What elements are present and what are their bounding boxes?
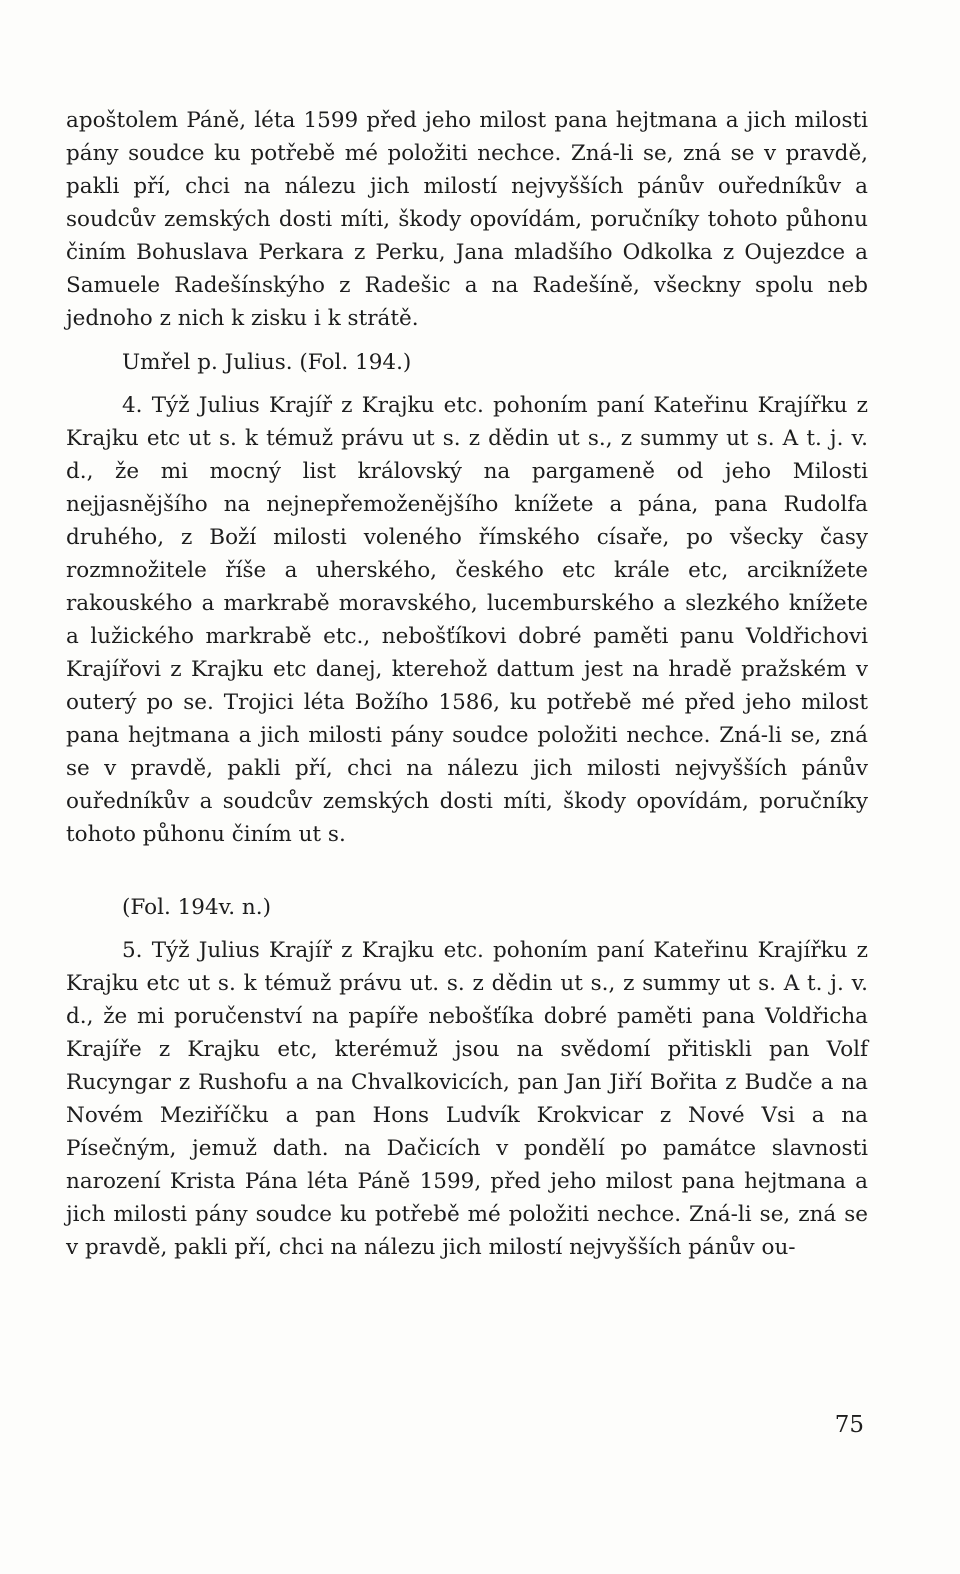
folio-reference: Umřel p. Julius. (Fol. 194.) (122, 350, 412, 375)
paragraph-entry-4: 4. Týž Julius Krajíř z Krajku etc. pohoním paní Kateřinu Krajířku z Krajku etc ut s. k témuž právu ut s. z dědin ut s., z summy ut s. A t. j. v. d., že mi mocný list královský na pargameně od jeho Milosti nejjasnějšího na nejnepřemoženějšího knížete a pána, pana Rudolfa druhého, z Boží milosti voleného římského císaře, po všecky časy rozmnožitele říše a uherského, českého etc krále etc, arciknížete rakouského a markrabě moravského, lucemburského a slezkého knížete a lužického markrabě etc., nebošťíkovi dobré paměti panu Voldřichovi Krajířovi z Krajku etc danej, kterehož dattum jest na hradě pražském v outerý po se. Trojici léta Božího 1586, ku potřebě mé před jeho milost pana hejtmana a jich milosti pány soudce položiti nechce. Zná-li se, zná se v pravdě, pakli pří, chci na nálezu jich milosti nejvyšších pánův ouředníkův a soudcův zemských dosti míti, škody opovídám, poručníky tohoto půhonu činím ut s. (66, 393, 868, 847)
body-text (66, 104, 868, 1264)
paragraph-continuation: apoštolem Páně, léta 1599 před jeho milost pana hejtmana a jich milosti pány soudce ku potřebě mé položiti nechce. Zná-li se, zná se v pravdě, pakli pří, chci na nálezu jich milostí nejvyšších pánův ouředníkův a soudcův zemských dosti míti, škody opovídám, poručníky tohoto půhonu činím Bohuslava Perkara z Perku, Jana mladšího Odkolka z Oujezdce a Samuele Radešínskýho z Radešic a na Radešíně, všeckny spolu neb jednoho z nich k zisku i k strátě. (66, 108, 868, 331)
page-number: 75 (834, 1412, 864, 1438)
folio-reference: (Fol. 194v. n.) (122, 895, 271, 920)
paragraph-entry-5: 5. Týž Julius Krajíř z Krajku etc. pohoním paní Kateřinu Krajířku z Krajku etc ut s. k témuž právu ut. s. z dědin ut s., z summy ut s. A t. j. v. d., že mi poručenství na papíře nebošťíka dobré paměti pana Voldřicha Krajíře z Krajku etc, kterémuž jsou na svědomí přitiskli pan Volf Rucyngar z Rushofu a na Chvalkovicích, pan Jan Jiří Bořita z Budče a na Novém Meziříčku a pan Hons Ludvík Krokvicar z Nové Vsi a na Písečným, jemuž dath. na Dačicích v pondělí po památce slavnosti narození Krista Pána léta Páně 1599, před jeho milost pana hejtmana a jich milosti pány soudce ku potřebě mé položiti nechce. Zná-li se, zná se v pravdě, pakli pří, chci na nálezu jich milostí nejvyšších pánův ou- (66, 938, 868, 1260)
